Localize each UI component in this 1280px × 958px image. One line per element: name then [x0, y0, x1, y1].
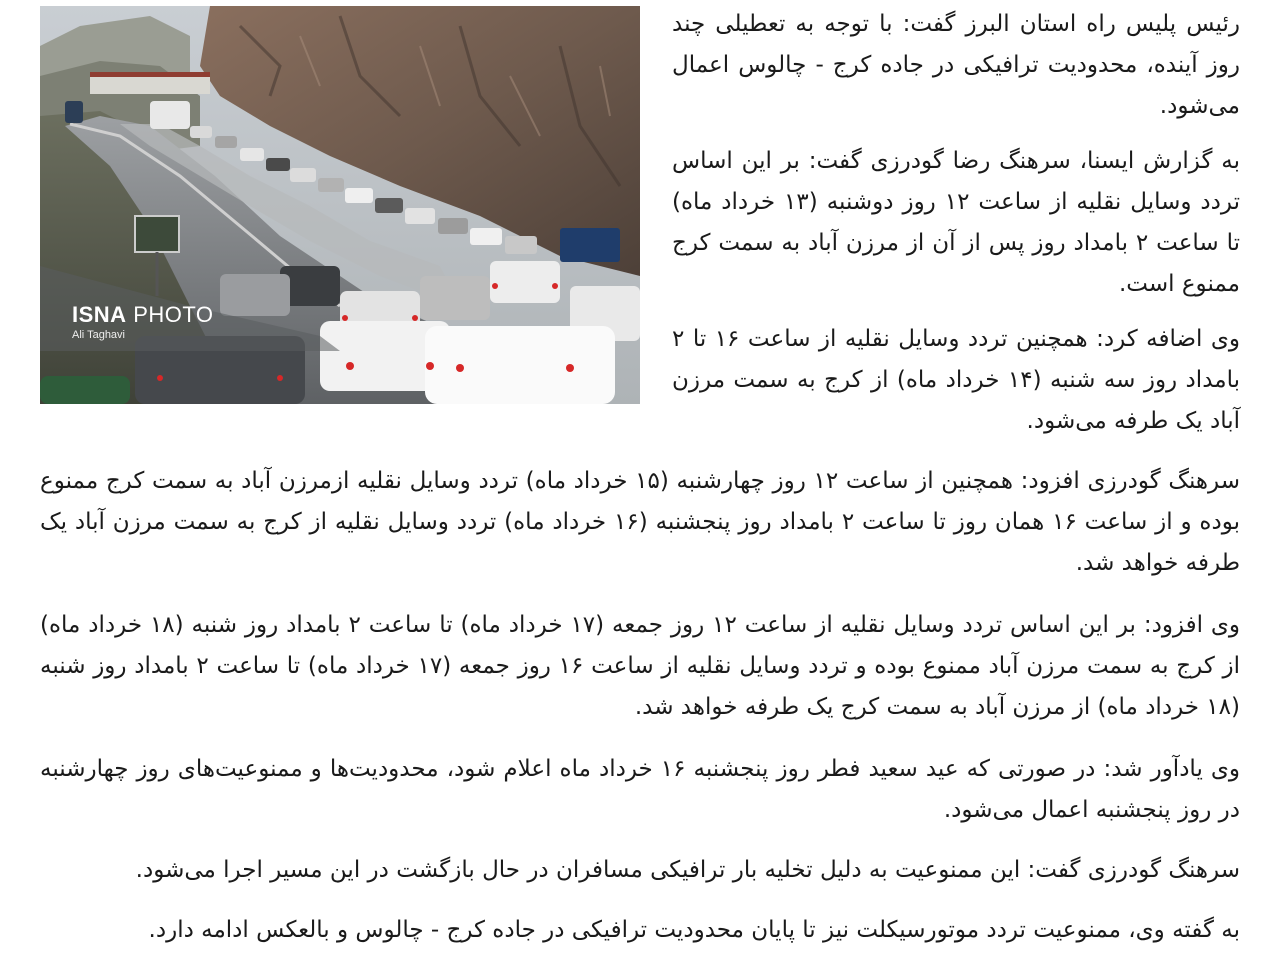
news-article [40, 0, 1240, 958]
paragraph-8: به گفته وی، ممنوعیت تردد موتورسیکلت نیز تا پایان محدودیت ترافیکی در جاده کرج - چالوس و بالعکس ادامه دارد. [148, 917, 1240, 943]
paragraph-4: سرهنگ گودرزی افزود: همچنین از ساعت ۱۲ روز چهارشنبه (۱۵ خرداد ماه) تردد وسایل نقلیه ازمرزن آباد به سمت کرج ممنوع بوده و از ساعت ۱۶ همان روز تا ساعت ۲ بامداد روز پنجشنبه (۱۶ خرداد ماه) تردد وسایل نقلیه از کرج به سمت مرزن آباد یک طرفه خواهد شد. [40, 468, 1241, 576]
paragraph-2: به گزارش ایسنا، سرهنگ رضا گودرزی گفت: بر این اساس تردد وسایل نقلیه از ساعت ۱۲ روز دوشنبه (۱۳ خرداد ماه) تا ساعت ۲ بامداد روز پس از آن از مرزن آباد به سمت کرج ممنوع است. [672, 148, 1241, 297]
photo-watermark [72, 302, 214, 342]
paragraph-3: وی اضافه کرد: همچنین تردد وسایل نقلیه از ساعت ۱۶ تا ۲ بامداد روز سه شنبه (۱۴ خرداد ماه) از کرج به سمت مرزن آباد یک طرفه می‌شود. [672, 326, 1241, 434]
mountain-road-traffic-image [40, 6, 640, 404]
traffic-jam-photo [40, 6, 640, 404]
paragraph-6: وی یادآور شد: در صورتی که عید سعید فطر روز پنجشنبه ۱۶ خرداد ماه اعلام شود، محدودیت‌ها و ممنوعیت‌های روز چهارشنبه در روز پنجشنبه اعمال می‌شود. [40, 756, 1240, 823]
paragraph-7: سرهنگ گودرزی گفت: این ممنوعیت به دلیل تخلیه بار ترافیکی مسافران در حال بازگشت در این مسیر اجرا می‌شود. [135, 857, 1240, 883]
paragraph-1: رئیس پلیس راه استان البرز گفت: با توجه به تعطیلی چند روز آینده، محدودیت ترافیکی در جاده کرج - چالوس اعمال می‌شود. [672, 11, 1240, 119]
paragraph-5: وی افزود: بر این اساس تردد وسایل نقلیه از ساعت ۱۲ روز جمعه (۱۷ خرداد ماه) تا ساعت ۲ بامداد روز شنبه (۱۸ خرداد ماه) از کرج به سمت مرزن آباد ممنوع بوده و تردد وسایل نقلیه از ساعت ۱۶ روز جمعه (۱۷ خرداد ماه) تا ساعت ۲ بامداد روز شنبه (۱۸ خرداد ماه) از مرزن آباد به سمت کرج یک طرفه خواهد شد. [40, 612, 1241, 720]
photo-credit: Ali Taghavi [72, 329, 125, 341]
isna-photo-logo: ISNA PHOTO [72, 302, 214, 327]
